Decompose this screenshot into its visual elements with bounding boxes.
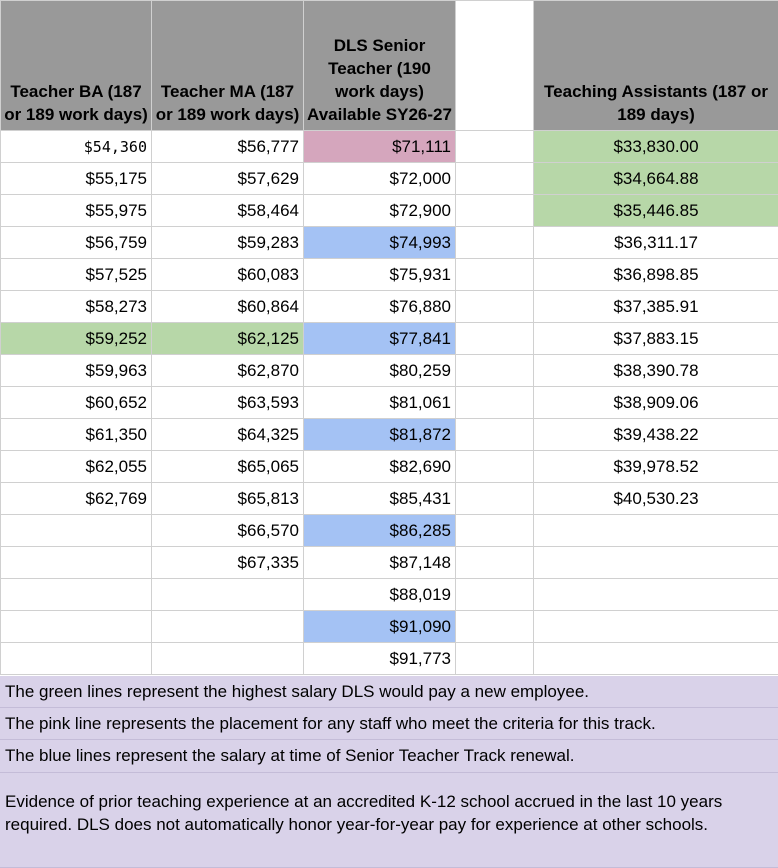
table-row xyxy=(1,131,778,163)
cell-senior-teacher: $74,993 xyxy=(304,227,456,259)
table-row xyxy=(1,323,778,355)
cell-blank xyxy=(456,227,534,259)
cell-blank xyxy=(456,611,534,643)
cell-blank xyxy=(456,131,534,163)
cell-teacher-ba: $59,963 xyxy=(1,355,152,387)
cell-teacher-ma: $56,777 xyxy=(152,131,304,163)
cell-teaching-assistant: $40,530.23 xyxy=(534,483,778,515)
cell-teaching-assistant: $39,438.22 xyxy=(534,419,778,451)
cell-teacher-ba xyxy=(1,579,152,611)
cell-teaching-assistant: $38,909.06 xyxy=(534,387,778,419)
cell-blank xyxy=(456,547,534,579)
note-evidence: Evidence of prior teaching experience at an accredited K-12 school accrued in the last 10 years required. DLS does not automatically honor year-for-year pay for experience at other schools. xyxy=(0,773,778,868)
table-row xyxy=(1,163,778,195)
table-row xyxy=(1,355,778,387)
header-teaching-assistants: Teaching Assistants (187 or 189 days) xyxy=(534,1,778,131)
cell-teaching-assistant: $37,385.91 xyxy=(534,291,778,323)
cell-teacher-ma: $63,593 xyxy=(152,387,304,419)
table-row xyxy=(1,291,778,323)
cell-senior-teacher: $87,148 xyxy=(304,547,456,579)
cell-teacher-ma xyxy=(152,643,304,675)
cell-teacher-ma: $66,570 xyxy=(152,515,304,547)
cell-senior-teacher: $72,900 xyxy=(304,195,456,227)
cell-blank xyxy=(456,515,534,547)
cell-senior-teacher: $80,259 xyxy=(304,355,456,387)
cell-teacher-ba: $59,252 xyxy=(1,323,152,355)
cell-senior-teacher: $86,285 xyxy=(304,515,456,547)
table-row xyxy=(1,259,778,291)
table-row xyxy=(1,547,778,579)
cell-blank xyxy=(456,451,534,483)
cell-teaching-assistant xyxy=(534,515,778,547)
cell-teaching-assistant: $39,978.52 xyxy=(534,451,778,483)
cell-blank xyxy=(456,387,534,419)
table-row xyxy=(1,483,778,515)
cell-teacher-ma: $65,065 xyxy=(152,451,304,483)
cell-blank xyxy=(456,323,534,355)
header-senior-teacher: DLS Senior Teacher (190 work days) Available SY26-27 xyxy=(304,1,456,131)
cell-blank xyxy=(456,483,534,515)
cell-senior-teacher: $91,773 xyxy=(304,643,456,675)
cell-teacher-ba: $55,975 xyxy=(1,195,152,227)
cell-senior-teacher: $75,931 xyxy=(304,259,456,291)
cell-blank xyxy=(456,195,534,227)
cell-teaching-assistant xyxy=(534,611,778,643)
cell-senior-teacher: $71,111 xyxy=(304,131,456,163)
cell-senior-teacher: $91,090 xyxy=(304,611,456,643)
table-row xyxy=(1,387,778,419)
cell-teacher-ma: $67,335 xyxy=(152,547,304,579)
header-row xyxy=(1,1,778,131)
table-row xyxy=(1,643,778,675)
table-row xyxy=(1,611,778,643)
header-blank xyxy=(456,1,534,131)
cell-blank xyxy=(456,579,534,611)
cell-teacher-ba: $57,525 xyxy=(1,259,152,291)
cell-teacher-ma: $62,125 xyxy=(152,323,304,355)
cell-teacher-ba xyxy=(1,547,152,579)
cell-teacher-ma xyxy=(152,611,304,643)
table-row xyxy=(1,451,778,483)
cell-blank xyxy=(456,291,534,323)
cell-teaching-assistant: $33,830.00 xyxy=(534,131,778,163)
table-row xyxy=(1,579,778,611)
cell-teacher-ma: $62,870 xyxy=(152,355,304,387)
cell-teacher-ma: $60,864 xyxy=(152,291,304,323)
cell-senior-teacher: $76,880 xyxy=(304,291,456,323)
cell-senior-teacher: $77,841 xyxy=(304,323,456,355)
cell-teaching-assistant: $36,311.17 xyxy=(534,227,778,259)
cell-teaching-assistant: $38,390.78 xyxy=(534,355,778,387)
cell-blank xyxy=(456,643,534,675)
cell-teaching-assistant: $34,664.88 xyxy=(534,163,778,195)
cell-teacher-ma: $64,325 xyxy=(152,419,304,451)
cell-blank xyxy=(456,163,534,195)
cell-teacher-ma: $58,464 xyxy=(152,195,304,227)
cell-blank xyxy=(456,259,534,291)
cell-teaching-assistant: $36,898.85 xyxy=(534,259,778,291)
cell-teacher-ba xyxy=(1,643,152,675)
cell-senior-teacher: $88,019 xyxy=(304,579,456,611)
cell-blank xyxy=(456,355,534,387)
cell-teacher-ba: $62,769 xyxy=(1,483,152,515)
table-row xyxy=(1,515,778,547)
cell-teacher-ma xyxy=(152,579,304,611)
cell-teacher-ba: $62,055 xyxy=(1,451,152,483)
cell-teacher-ma: $60,083 xyxy=(152,259,304,291)
cell-teacher-ma: $57,629 xyxy=(152,163,304,195)
cell-teacher-ma: $59,283 xyxy=(152,227,304,259)
cell-teaching-assistant xyxy=(534,547,778,579)
cell-blank xyxy=(456,419,534,451)
cell-teaching-assistant xyxy=(534,643,778,675)
cell-senior-teacher: $72,000 xyxy=(304,163,456,195)
note-pink: The pink line represents the placement for any staff who meet the criteria for this track. xyxy=(0,708,778,740)
cell-teacher-ma: $65,813 xyxy=(152,483,304,515)
cell-senior-teacher: $82,690 xyxy=(304,451,456,483)
note-blue: The blue lines represent the salary at time of Senior Teacher Track renewal. xyxy=(0,740,778,773)
table-row xyxy=(1,227,778,259)
cell-teacher-ba: $55,175 xyxy=(1,163,152,195)
header-teacher-ba: Teacher BA (187 or 189 work days) xyxy=(1,1,152,131)
cell-teaching-assistant: $35,446.85 xyxy=(534,195,778,227)
cell-teacher-ba: $58,273 xyxy=(1,291,152,323)
cell-teacher-ba xyxy=(1,611,152,643)
cell-teacher-ba: $61,350 xyxy=(1,419,152,451)
cell-teacher-ba: $54,360 xyxy=(1,131,152,163)
cell-teaching-assistant xyxy=(534,579,778,611)
cell-senior-teacher: $85,431 xyxy=(304,483,456,515)
note-green: The green lines represent the highest salary DLS would pay a new employee. xyxy=(0,676,778,708)
table-row xyxy=(1,195,778,227)
table-row xyxy=(1,419,778,451)
cell-teacher-ba: $60,652 xyxy=(1,387,152,419)
cell-senior-teacher: $81,872 xyxy=(304,419,456,451)
cell-teacher-ba: $56,759 xyxy=(1,227,152,259)
header-teacher-ma: Teacher MA (187 or 189 work days) xyxy=(152,1,304,131)
cell-teaching-assistant: $37,883.15 xyxy=(534,323,778,355)
cell-teacher-ba xyxy=(1,515,152,547)
cell-senior-teacher: $81,061 xyxy=(304,387,456,419)
